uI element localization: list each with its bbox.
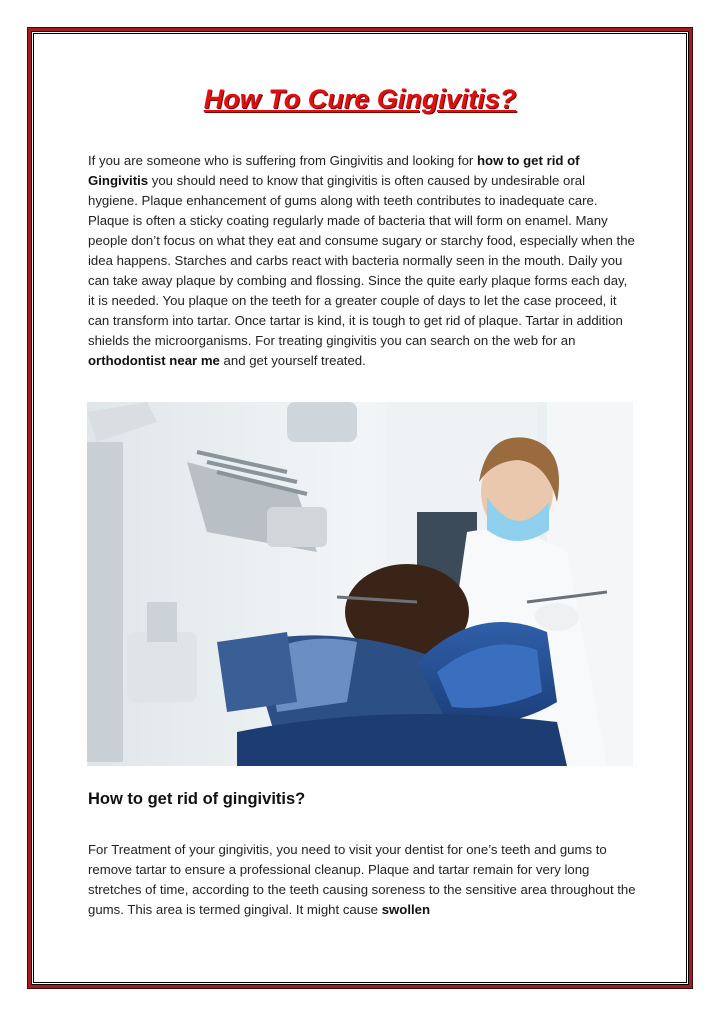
intro-text-2: you should need to know that gingivitis is often caused by undesirable oral hygiene. Plaque enhancement of gums along with teeth contributes to inadequate care. Plaque is often a sticky coating regularly made of bacteria that will form on enamel. Many people don’t focus on what they eat and consume sugary or starchy food, especially when the idea happens. Starches and carbs react with bacteria normally seen in the mouth. Daily you can take away plaque by combing and flossing. Since the quite early plaque forms each day, it is needed. You plaque on the teeth for a greater couple of days to let the case proceed, it can transform into tartar. Once tartar is kind, it is tough to get rid of plaque. Tartar in addition shields the microorganisms. For treating gingivitis you can search on the web for an (88, 173, 635, 348)
section-heading-tail: ? (295, 790, 306, 808)
intro-keyword-gingivitis: how to get rid of Gingivitis (88, 153, 580, 188)
page-title: How To Cure Gingivitis? (203, 84, 517, 114)
section-heading (88, 790, 305, 809)
treatment-keyword-swollen: swollen (381, 902, 431, 917)
intro-text-1: If you are someone who is suffering from Gingivitis and looking for (88, 153, 477, 168)
dentist-treating-patient-image (87, 402, 633, 766)
section-heading-bold: How to get rid of gingivitis (88, 790, 296, 808)
intro-text-3: and get yourself treated. (219, 353, 366, 368)
treatment-text-1: For Treatment of your gingivitis, you need to visit your dentist for one’s teeth and gums to remove tartar to ensure a professional cleanup. Plaque and tartar remain for very long stretches of time, according to the teeth causing soreness to the sensitive area throughout the gums. This area is termed gingival. It might cause (88, 842, 636, 917)
intro-keyword-orthodontist: orthodontist near me (88, 353, 220, 368)
intro-paragraph (88, 151, 636, 371)
treatment-paragraph (88, 840, 636, 920)
